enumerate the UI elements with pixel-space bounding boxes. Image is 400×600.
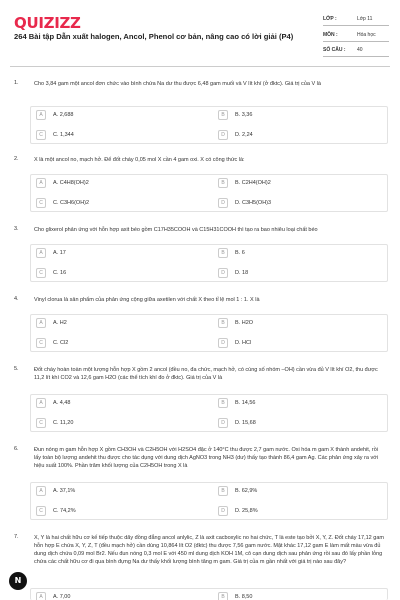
options-frame: [30, 314, 388, 352]
meta-count: [323, 45, 389, 57]
option-letter-box: D: [218, 130, 228, 140]
question-text: Cho glixerol phản ứng với hỗn hợp axit béo gồm C17H35COOH và C15H31COOH thì tạo ra bao nhiêu loại chất béo: [34, 227, 318, 233]
option-letter-box: D: [218, 268, 228, 278]
option-letter-box: D: [218, 338, 228, 348]
option-letter-box: B: [218, 592, 228, 600]
options-frame: [30, 482, 388, 520]
option-letter-box: C: [36, 130, 46, 140]
question-number: 4.: [14, 296, 19, 302]
option-text: C. 1,344: [53, 131, 74, 138]
question-text: Đun nóng m gam hỗn hợp X gồm CH3OH và C2H5OH với H2SO4 đặc ở 140°C thu được 2,7 gam nước. Oxi hóa m gam X thành andehit, rồi lấy toàn bộ lượng andehit thu được cho tác dụng với dung dịch AgNO3 trong NH3 (dư) thấy tạo thành 86,4 gam Ag. Các phản ứng xảy ra với hiệu suất 100%. Phần trăm khối lượng của C2H5OH trong X là: [34, 447, 379, 469]
option-letter-box: D: [218, 506, 228, 516]
meta-subject-label: MÔN :: [323, 32, 338, 38]
question-number: 6.: [14, 446, 19, 452]
option-text: A. C4H8(OH)2: [53, 179, 89, 186]
option-letter-box: A: [36, 486, 46, 496]
option-letter-box: B: [218, 248, 228, 258]
meta-count-label: SỐ CÂU :: [323, 47, 346, 53]
option-letter-box: A: [36, 248, 46, 258]
option-text: D. 25,8%: [235, 507, 258, 514]
quizizz-logo: QUIZIZZ: [14, 14, 81, 32]
option-text: B. 3,36: [235, 111, 253, 118]
option-text: B. C2H4(OH)2: [235, 179, 271, 186]
meta-grade-label: LỚP :: [323, 16, 337, 22]
notion-badge-icon[interactable]: N: [9, 572, 27, 590]
option-letter-box: D: [218, 418, 228, 428]
option-letter-box: C: [36, 506, 46, 516]
header-divider: [10, 66, 390, 67]
option-letter-box: B: [218, 110, 228, 120]
question-number: 3.: [14, 226, 19, 232]
question-number: 1.: [14, 80, 19, 86]
option-letter-box: B: [218, 398, 228, 408]
question-number: 2.: [14, 156, 19, 162]
option-text: D. 15,68: [235, 419, 256, 426]
document-header: [0, 0, 400, 70]
option-letter-box: B: [218, 318, 228, 328]
meta-divider: [323, 25, 389, 26]
option-letter-box: A: [36, 178, 46, 188]
option-text: D. 18: [235, 269, 249, 276]
option-text: C. C3H6(OH)2: [53, 199, 90, 206]
options-frame: [30, 588, 388, 600]
option-text: D. 2,24: [235, 131, 253, 138]
option-text: C. 16: [53, 269, 67, 276]
option-letter-box: A: [36, 110, 46, 120]
options-frame: [30, 244, 388, 282]
option-letter-box: C: [36, 268, 46, 278]
meta-subject-value: Hóa học: [357, 32, 376, 38]
option-text: A. 7,00: [53, 593, 71, 600]
option-text: B. H2O: [235, 319, 254, 326]
option-letter-box: C: [36, 198, 46, 208]
meta-grade: [323, 14, 389, 26]
question-text: X là một ancol no, mạch hở. Để đốt cháy 0,05 mol X cần 4 gam oxi. X có công thức là:: [34, 157, 245, 163]
option-letter-box: D: [218, 198, 228, 208]
question-text: Đốt cháy hoàn toàn một lượng hỗn hợp X gồm 2 ancol (đều no, đa chức, mạch hở, có cùng số nhóm –OH) cần vừa đủ V lít khí O2, thu được 11,2 lít khí CO2 và 12,6 gam H2O (các thể tích khí đo ở đktc). Giá trị của V là: [34, 367, 378, 381]
option-text: A. 4,48: [53, 399, 71, 406]
option-text: C. 11,20: [53, 419, 74, 426]
question-text: Cho 3,84 gam một ancol đơn chức vào bình chứa Na dư thu được 6,48 gam muối và V lít khí (ở đktc). Giá trị của V là: [34, 81, 321, 87]
option-text: C. Cl2: [53, 339, 69, 346]
option-text: B. 8,50: [235, 593, 253, 600]
question-text: X, Y là hai chất hữu cơ kế tiếp thuộc dãy đồng đẳng ancol anlylic, Z là axit cacboxylic no hai chức, T là este tạo bởi X, Y, Z. Đốt cháy 17,12 gam hỗn hợp E chứa X, Y, Z, T (đều mạch hở) cần dùng 10,864 lít O2 (đktc) thu được 7,56 gam nước. Mặt khác 17,12 gam E làm mất màu vừa đủ dung dịch chứa 0,09 mol Br2. Nếu đun nóng 0,3 mol E với 450 ml dung dịch KOH 1M, cô cạn dung dịch sau phản ứng rồi sau đó lấy phần lỏng chứa các chất hữu cơ đi qua bình đựng Na dư thấy khối lượng bình tăng m gam. Giá trị của m gần nhất với giá trị nào sau đây?: [34, 535, 384, 565]
option-text: A. 17: [53, 249, 66, 256]
option-text: A. 37,1%: [53, 487, 76, 494]
option-letter-box: B: [218, 486, 228, 496]
option-letter-box: A: [36, 398, 46, 408]
meta-divider: [323, 41, 389, 42]
options-frame: [30, 106, 388, 144]
option-letter-box: C: [36, 338, 46, 348]
meta-count-value: 40: [357, 47, 363, 53]
document-title: 264 Bài tập Dẫn xuất halogen, Ancol, Phenol cơ bản, nâng cao có lời giải (P4): [14, 32, 294, 41]
meta-divider: [323, 56, 389, 57]
option-text: D. HCl: [235, 339, 252, 346]
question-number: 7.: [14, 534, 19, 540]
option-text: B. 6: [235, 249, 245, 256]
meta-subject: [323, 30, 389, 42]
option-letter-box: A: [36, 318, 46, 328]
meta-grade-value: Lớp 11: [357, 16, 373, 22]
options-frame: [30, 394, 388, 432]
question-text: Vinyl clorua là sản phẩm của phản ứng cộng giữa axetilen với chất X theo tỉ lệ mol 1 : 1. X là: [34, 297, 260, 303]
option-text: B. 14,56: [235, 399, 256, 406]
option-letter-box: C: [36, 418, 46, 428]
option-text: C. 74,2%: [53, 507, 76, 514]
option-text: A. 2,688: [53, 111, 74, 118]
option-text: A. H2: [53, 319, 67, 326]
option-letter-box: A: [36, 592, 46, 600]
option-text: D. C3H5(OH)3: [235, 199, 272, 206]
option-letter-box: B: [218, 178, 228, 188]
option-text: B. 62,9%: [235, 487, 258, 494]
question-number: 5.: [14, 366, 19, 372]
